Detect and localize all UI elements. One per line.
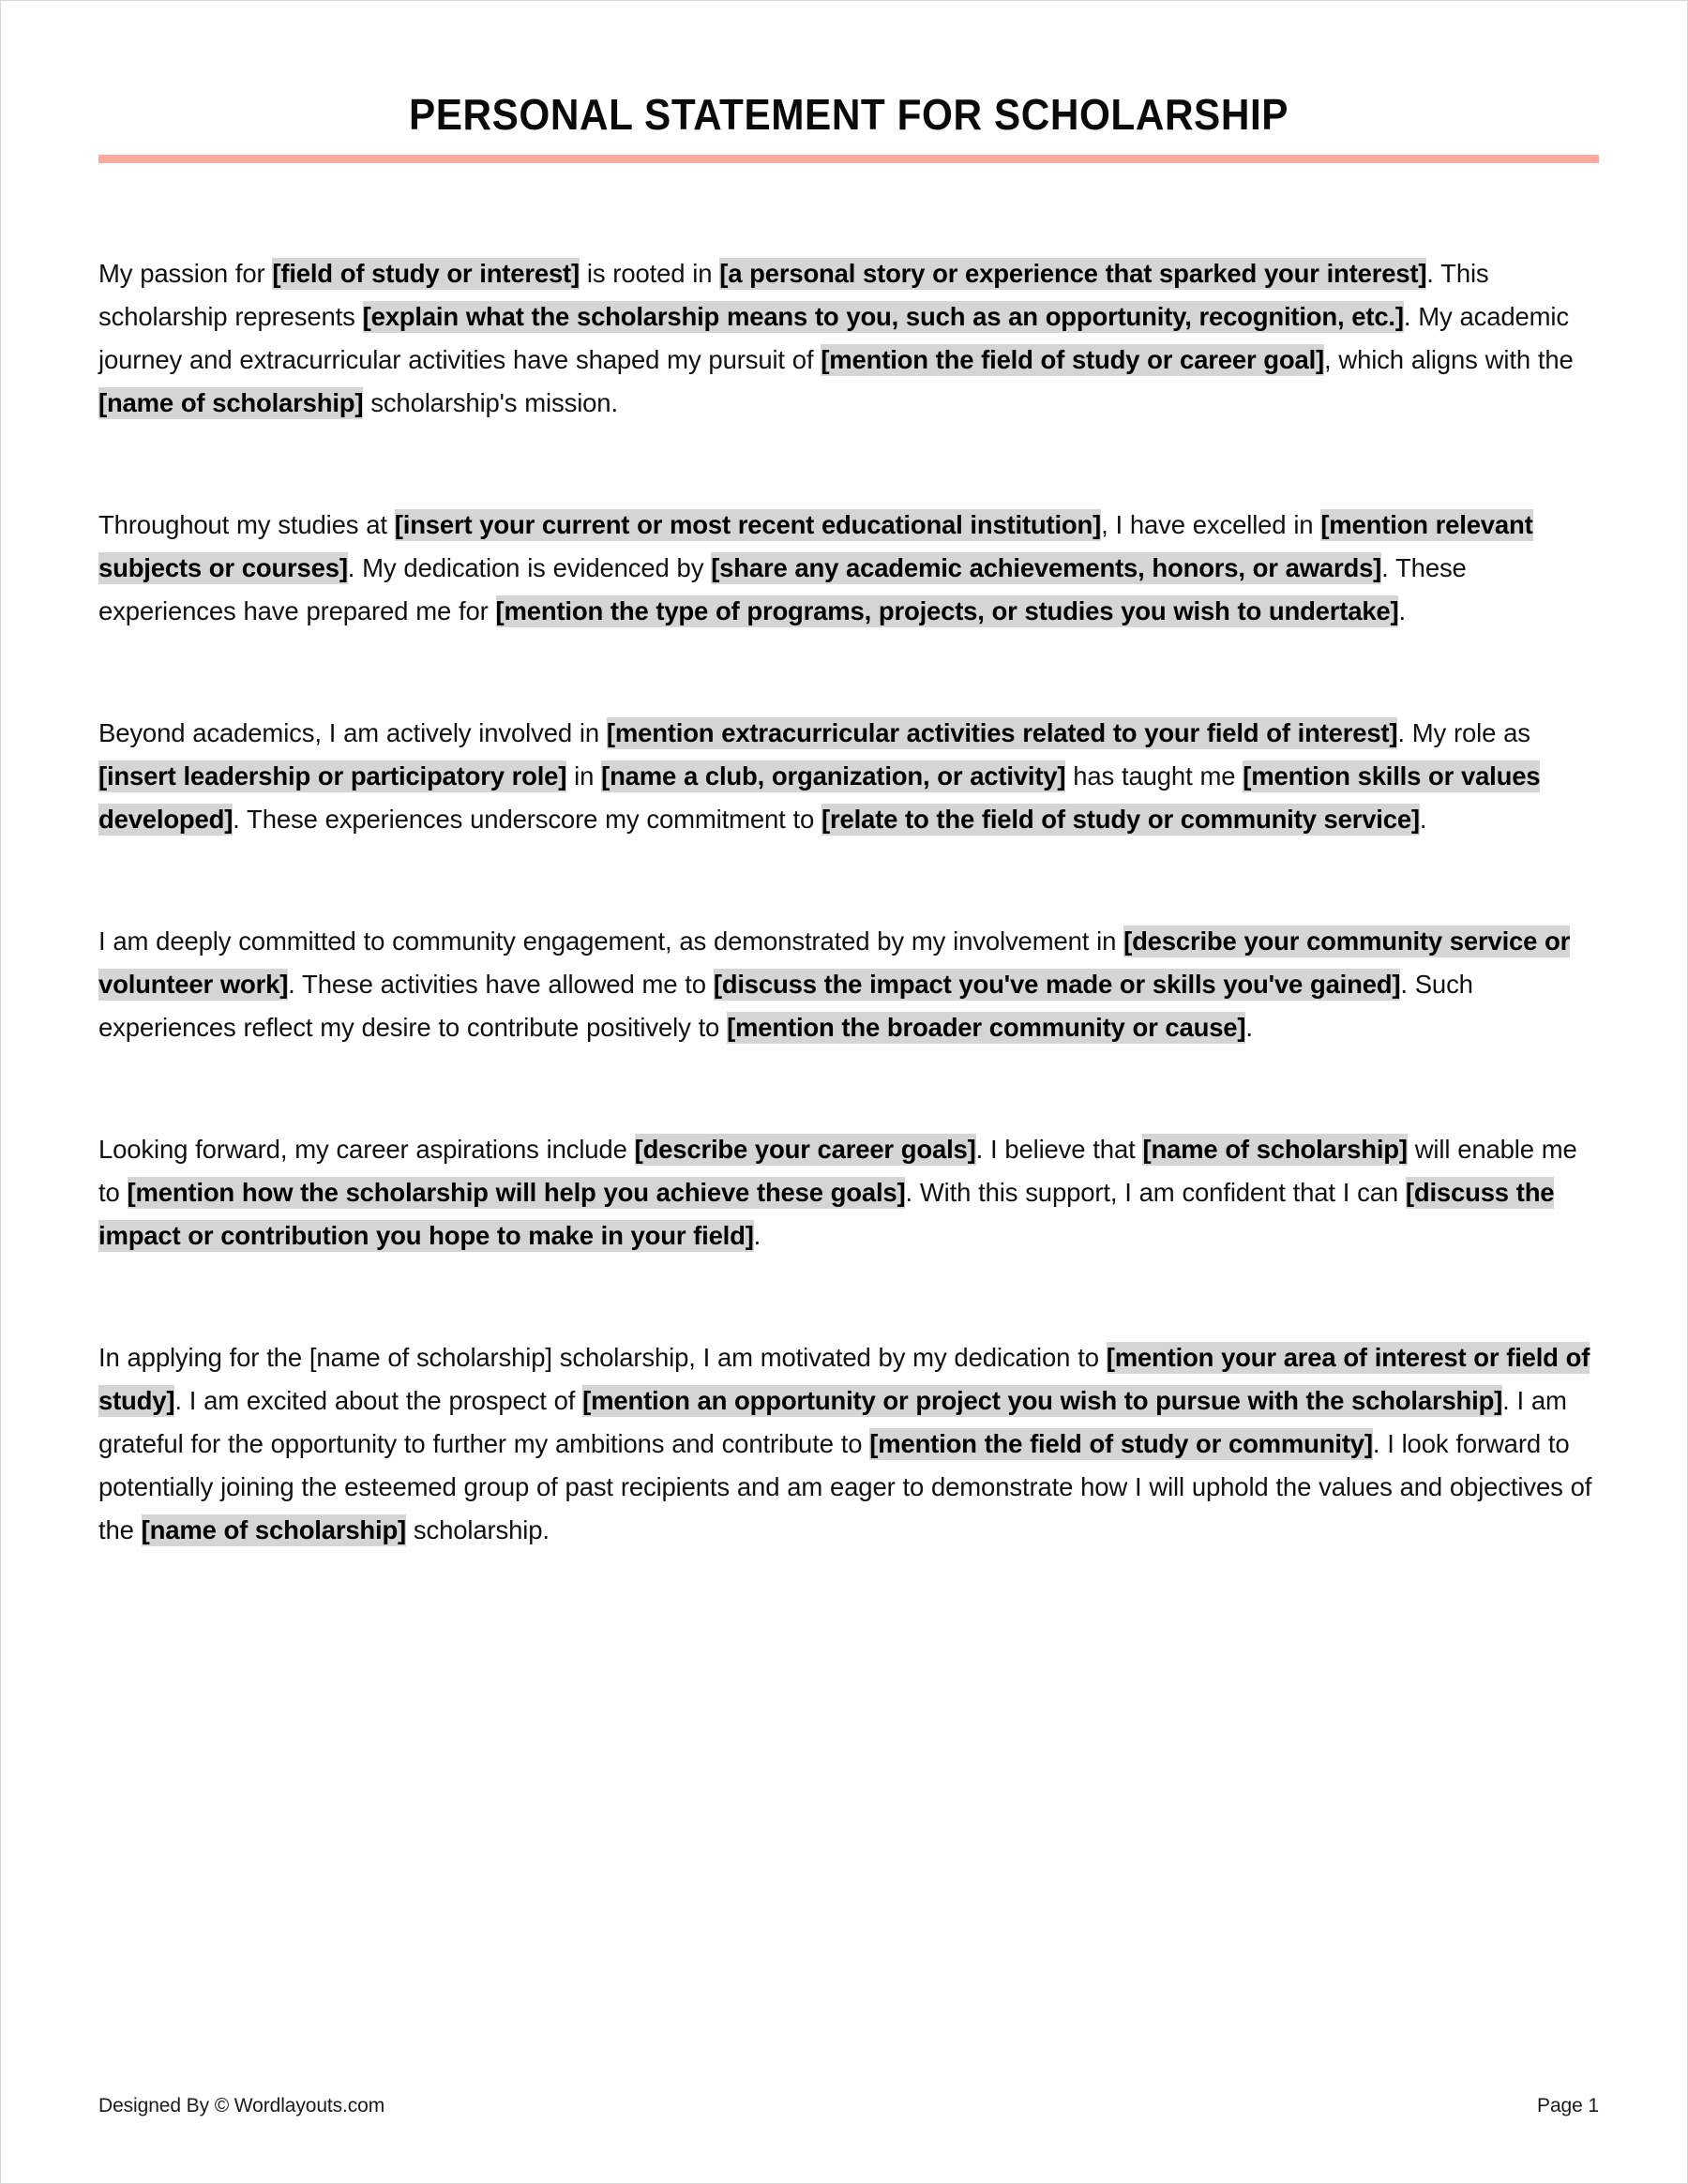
body-text-run: In applying for the [name of scholarship] scholarship, I am motivated by my dedication to <box>98 1343 1107 1372</box>
body-text-run: . Such experiences reflect my desire to contribute positively to <box>98 970 1473 1042</box>
placeholder-field[interactable]: [mention the type of programs, projects, or studies you wish to undertake] <box>495 596 1399 625</box>
body-text-run: . These experiences underscore my commitment to <box>233 805 822 834</box>
body-text-run: scholarship. <box>406 1515 550 1544</box>
footer-credit: Designed By © Wordlayouts.com <box>98 2095 385 2116</box>
title-divider-rule <box>98 155 1599 163</box>
placeholder-field[interactable]: [discuss the impact or contribution you hope to make in your field] <box>98 1178 1555 1250</box>
document-header <box>98 91 1599 163</box>
placeholder-field[interactable]: [explain what the scholarship means to you, such as an opportunity, recognition, etc.] <box>362 302 1404 331</box>
placeholder-field[interactable]: [insert leadership or participatory role] <box>98 761 567 791</box>
paragraph-community <box>98 920 1599 1049</box>
placeholder-field[interactable]: [a personal story or experience that sparked your interest] <box>719 259 1427 288</box>
body-text-run: . I look forward to potentially joining the esteemed group of past recipients and am eager to demonstrate how I will uphold the values and objectives of the <box>98 1429 1592 1544</box>
placeholder-field[interactable]: [mention how the scholarship will help you achieve these goals] <box>127 1178 906 1207</box>
body-text-run: Throughout my studies at <box>98 510 395 539</box>
placeholder-field[interactable]: [describe your community service or volunteer work] <box>98 926 1571 999</box>
placeholder-field[interactable]: [name a club, organization, or activity] <box>601 761 1066 791</box>
placeholder-field[interactable]: [share any academic achievements, honors, or awards] <box>711 553 1382 582</box>
body-text-run: . <box>753 1221 761 1250</box>
body-text-run: . This scholarship represents <box>98 259 1489 331</box>
body-text-run: scholarship's mission. <box>363 388 618 417</box>
placeholder-field[interactable]: [name of scholarship] <box>98 388 364 417</box>
body-text-run: Beyond academics, I am actively involved in <box>98 718 607 747</box>
footer-page-number: Page 1 <box>1537 2095 1599 2116</box>
body-text-run: . <box>1245 1013 1253 1042</box>
placeholder-field[interactable]: [mention extracurricular activities related to your field of interest] <box>606 718 1398 747</box>
body-text-run: . <box>1419 805 1427 834</box>
body-text-run: Looking forward, my career aspirations include <box>98 1135 635 1164</box>
placeholder-field[interactable]: [mention your area of interest or field of study] <box>98 1343 1590 1415</box>
body-text-run: . I believe that <box>975 1135 1143 1164</box>
body-text-run: , I have excelled in <box>1101 510 1321 539</box>
body-text-run: in <box>566 761 602 791</box>
body-text-run: I am deeply committed to community engagement, as demonstrated by my involvement in <box>98 926 1124 956</box>
paragraph-passion <box>98 252 1599 425</box>
placeholder-field[interactable]: [relate to the field of study or community service] <box>821 805 1420 834</box>
paragraph-career-goals <box>98 1128 1599 1258</box>
placeholder-field[interactable]: [insert your current or most recent educational institution] <box>394 510 1102 539</box>
body-text-run: . These experiences have prepared me for <box>98 553 1467 625</box>
paragraph-closing <box>98 1336 1599 1552</box>
placeholder-field[interactable]: [mention an opportunity or project you wish to pursue with the scholarship] <box>582 1386 1503 1415</box>
body-text-run: . My role as <box>1397 718 1530 747</box>
body-text-run: is rooted in <box>579 259 720 288</box>
body-text-run: . I am grateful for the opportunity to further my ambitions and contribute to <box>98 1386 1567 1458</box>
placeholder-field[interactable]: [mention the field of study or career goal] <box>821 345 1324 374</box>
body-text-run: has taught me <box>1065 761 1243 791</box>
placeholder-field[interactable]: [name of scholarship] <box>141 1515 407 1544</box>
placeholder-field[interactable]: [field of study or interest] <box>272 259 580 288</box>
placeholder-field[interactable]: [mention relevant subjects or courses] <box>98 510 1533 582</box>
paragraph-extracurriculars <box>98 712 1599 841</box>
page-content-area <box>98 1 1599 2184</box>
placeholder-field[interactable]: [mention the field of study or community] <box>869 1429 1373 1458</box>
body-text-run: , which aligns with the <box>1323 345 1574 374</box>
body-text-run: . I am excited about the prospect of <box>174 1386 583 1415</box>
document-footer <box>98 2095 1599 2117</box>
body-text-run: . <box>1398 596 1406 625</box>
body-text-run: My passion for <box>98 259 273 288</box>
document-body <box>98 252 1599 1552</box>
placeholder-field[interactable]: [discuss the impact you've made or skills you've gained] <box>713 970 1401 999</box>
body-text-run: . My academic journey and extracurricular activities have shaped my pursuit of <box>98 302 1569 374</box>
placeholder-field[interactable]: [name of scholarship] <box>1142 1135 1408 1164</box>
paragraph-academics <box>98 504 1599 633</box>
body-text-run: will enable me to <box>98 1135 1577 1207</box>
placeholder-field[interactable]: [mention the broader community or cause] <box>727 1013 1246 1042</box>
placeholder-field[interactable]: [describe your career goals] <box>634 1135 976 1164</box>
placeholder-field[interactable]: [mention skills or values developed] <box>98 761 1541 834</box>
body-text-run: . These activities have allowed me to <box>288 970 714 999</box>
page-title: PERSONAL STATEMENT FOR SCHOLARSHIP <box>408 90 1289 139</box>
body-text-run: . My dedication is evidenced by <box>347 553 712 582</box>
body-text-run: . With this support, I am confident that I can <box>905 1178 1406 1207</box>
